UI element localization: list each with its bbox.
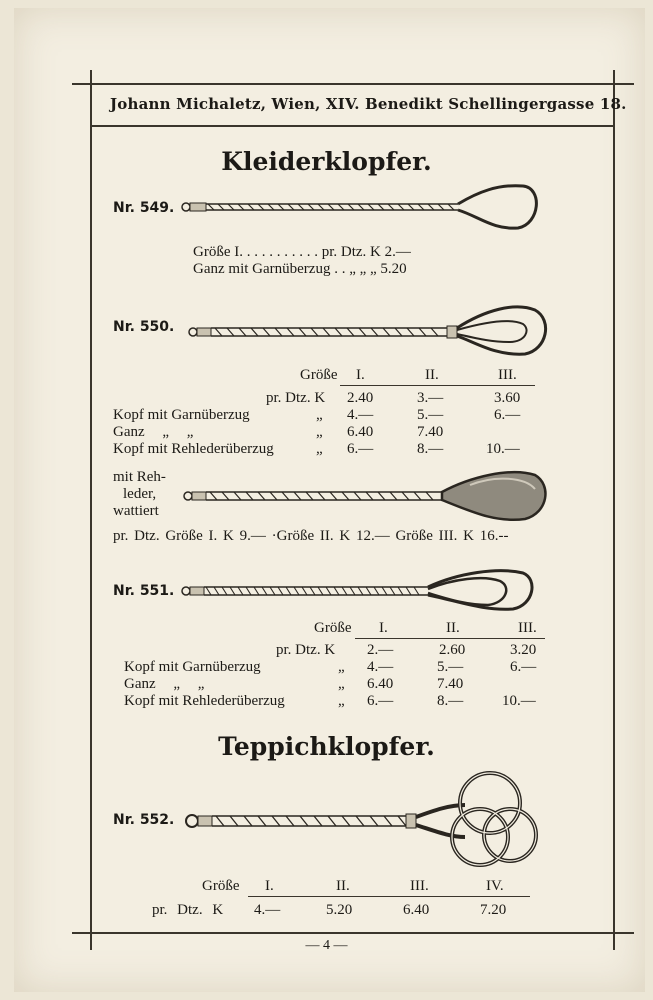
item-551-table-rule xyxy=(355,638,545,639)
item-552-per-dozen-label: pr. Dtz. K xyxy=(152,902,224,918)
item-551-row-3-v1: 6.40 xyxy=(367,676,394,692)
item-550-row-3-v1: 6.40 xyxy=(347,424,374,440)
item-551-row-4-ditto: „ xyxy=(338,693,345,709)
item-550-row-4-v3: 10.— xyxy=(486,441,520,457)
item-552-col-3: III. xyxy=(410,878,429,894)
item-551-row-4-v2: 8.— xyxy=(437,693,464,709)
item-552-v2: 5.20 xyxy=(326,902,353,918)
item-550-row-1-v3: 3.60 xyxy=(494,390,521,406)
item-550-size-header: Größe xyxy=(300,367,338,383)
frame-left-rule xyxy=(90,70,92,950)
carpet-beater-552-illustration xyxy=(180,765,540,880)
item-550-row-3-ditto: „ xyxy=(316,424,323,440)
item-550-row-1-v2: 3.— xyxy=(417,390,444,406)
frame-bottom-rule xyxy=(72,932,634,934)
item-551-per-dozen-label: pr. Dtz. K xyxy=(276,642,336,658)
item-550-table-rule xyxy=(340,385,535,386)
rehleder-price-line: pr. Dtz. Größe I. K 9.— ·Größe II. K 12.— Größe III. K 16.-- xyxy=(113,528,509,544)
rehleder-label-line-1: mit Reh- xyxy=(113,469,166,485)
item-550-row-2-v1: 4.— xyxy=(347,407,374,423)
header-address: Johann Michaletz, Wien, XIV. Benedikt Schellingergasse 18. xyxy=(110,95,627,113)
item-551-size-header: Größe xyxy=(314,620,352,636)
item-551-row-3-label: Ganz „ „ xyxy=(124,676,205,692)
item-550-row-2-v2: 5.— xyxy=(417,407,444,423)
item-550-row-3-v2: 7.40 xyxy=(417,424,444,440)
item-551-row-2-label: Kopf mit Garnüberzug xyxy=(124,659,261,675)
item-551-row-4-v1: 6.— xyxy=(367,693,394,709)
item-550-col-2: II. xyxy=(425,367,439,383)
item-550-row-4-label: Kopf mit Rehlederüberzug xyxy=(113,441,274,457)
item-550-row-4-ditto: „ xyxy=(316,441,323,457)
beater-549-illustration xyxy=(178,182,548,237)
item-551-row-2-ditto: „ xyxy=(338,659,345,675)
item-552-size-header: Größe xyxy=(202,878,240,894)
item-551-row-2-v1: 4.— xyxy=(367,659,394,675)
page-number: — 4 — xyxy=(305,938,348,953)
item-552-col-1: I. xyxy=(265,878,274,894)
item-551-row-1-v1: 2.— xyxy=(367,642,394,658)
rehleder-label-line-2: leder, xyxy=(123,486,157,502)
item-549-price-line-1: Größe I. . . . . . . . . . . pr. Dtz. K 2.— xyxy=(193,244,411,260)
item-550-col-1: I. xyxy=(356,367,365,383)
item-550-row-2-ditto: „ xyxy=(316,407,323,423)
rehleder-label-line-3: wattiert xyxy=(113,503,159,519)
item-552-v1: 4.— xyxy=(254,902,281,918)
section-title-teppichklopfer: Teppichklopfer. xyxy=(218,732,435,761)
frame-right-rule xyxy=(613,70,615,950)
item-552-v3: 6.40 xyxy=(403,902,430,918)
item-number-549: Nr. 549. xyxy=(113,200,175,216)
item-551-col-1: I. xyxy=(379,620,388,636)
item-550-row-2-v3: 6.— xyxy=(494,407,521,423)
frame-top-rule xyxy=(72,83,634,85)
item-550-per-dozen-label: pr. Dtz. K xyxy=(266,390,326,406)
item-550-row-3-label: Ganz „ „ xyxy=(113,424,194,440)
section-title-kleiderklopfer: Kleiderklopfer. xyxy=(221,147,432,176)
item-number-550: Nr. 550. xyxy=(113,319,175,335)
item-550-row-2-label: Kopf mit Garnüberzug xyxy=(113,407,250,423)
item-550-row-1-v1: 2.40 xyxy=(347,390,374,406)
item-551-col-2: II. xyxy=(446,620,460,636)
item-551-row-3-v2: 7.40 xyxy=(437,676,464,692)
item-552-v4: 7.20 xyxy=(480,902,507,918)
item-549-price-line-2: Ganz mit Garnüberzug . . „ „ „ 5.20 xyxy=(193,261,407,277)
item-550-col-3: III. xyxy=(498,367,517,383)
item-552-col-2: II. xyxy=(336,878,350,894)
item-550-row-4-v2: 8.— xyxy=(417,441,444,457)
item-551-row-2-v3: 6.— xyxy=(510,659,537,675)
item-552-col-4: IV. xyxy=(486,878,504,894)
item-number-552: Nr. 552. xyxy=(113,812,175,828)
beater-551-illustration xyxy=(178,565,538,615)
item-551-row-2-v2: 5.— xyxy=(437,659,464,675)
item-551-row-4-v3: 10.— xyxy=(502,693,536,709)
item-551-row-3-ditto: „ xyxy=(338,676,345,692)
item-552-table-rule xyxy=(248,896,530,897)
item-551-row-4-label: Kopf mit Rehlederüberzug xyxy=(124,693,285,709)
beater-550-illustration xyxy=(185,300,550,360)
item-550-row-4-v1: 6.— xyxy=(347,441,374,457)
frame-header-rule xyxy=(90,125,613,127)
item-number-551: Nr. 551. xyxy=(113,583,175,599)
beater-rehleder-illustration xyxy=(180,465,550,525)
item-551-col-3: III. xyxy=(518,620,537,636)
item-551-row-1-v3: 3.20 xyxy=(510,642,537,658)
item-551-row-1-v2: 2.60 xyxy=(439,642,466,658)
